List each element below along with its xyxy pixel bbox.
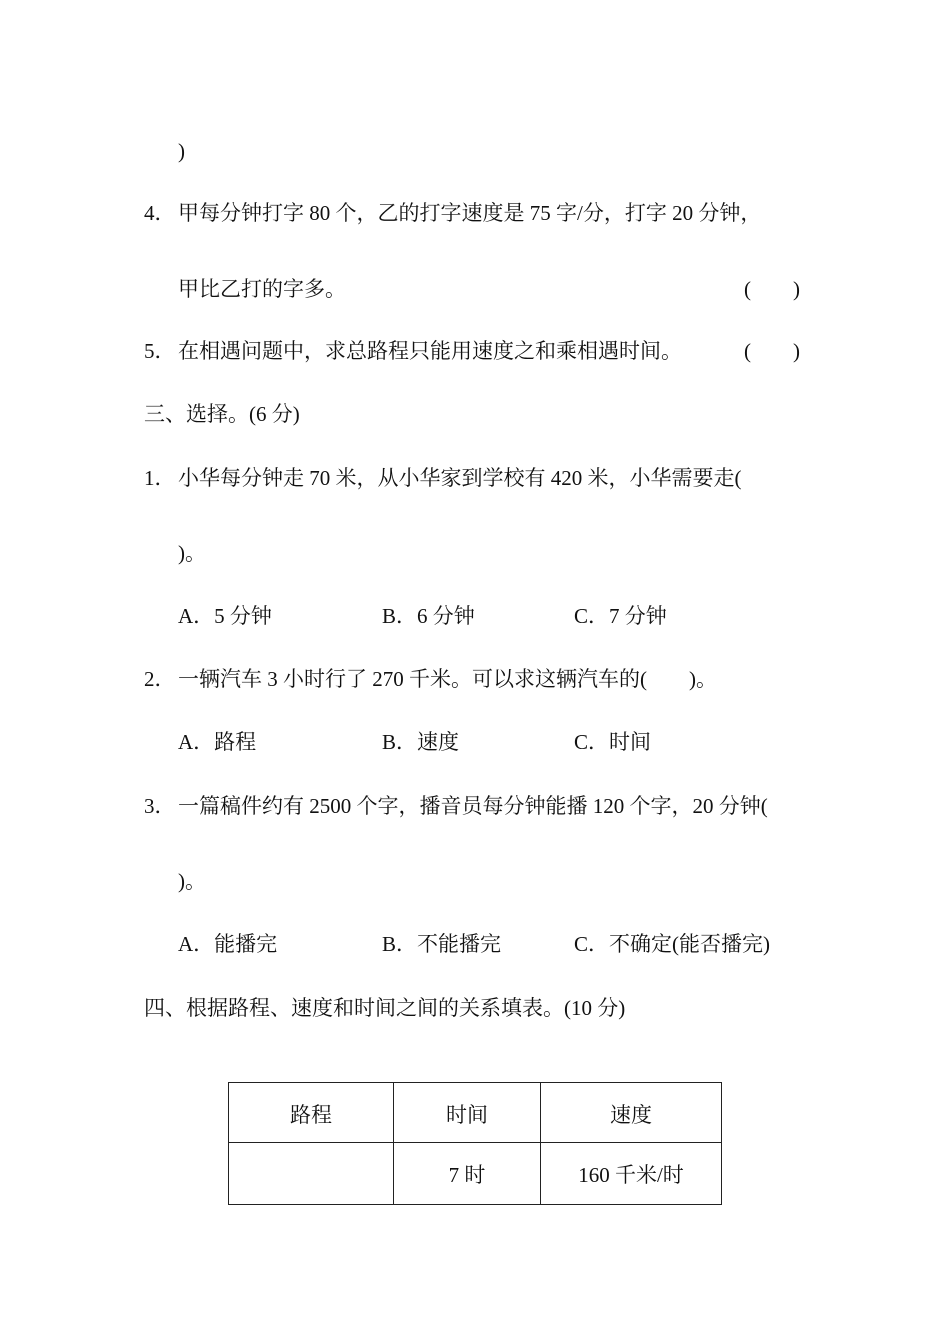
option-a[interactable]: A．能播完 [178, 932, 278, 956]
question-number: 2． [144, 667, 176, 691]
choice-question-3-line1 [144, 793, 768, 819]
table-header-row [229, 1083, 722, 1143]
choice-question-2 [144, 666, 717, 692]
question-number: 5． [144, 339, 176, 363]
judge-question-4-line1 [144, 200, 761, 226]
question-number: 4． [144, 201, 176, 225]
option-a[interactable]: A．5 分钟 [178, 604, 272, 628]
question-number: 1． [144, 466, 176, 490]
option-c[interactable]: C．时间 [574, 730, 652, 754]
option-c[interactable]: C．7 分钟 [574, 604, 667, 628]
question-text: 小华每分钟走 70 米，从小华家到学校有 420 米，小华需要走( [178, 466, 742, 490]
choice-question-3-line2: )。 [178, 869, 206, 893]
option-b[interactable]: B．6 分钟 [382, 604, 475, 628]
cell-speed: 160 千米/时 [541, 1143, 722, 1205]
header-time: 时间 [394, 1083, 541, 1143]
judge-question-4-line2: 甲比乙打的字多。 [178, 277, 346, 301]
answer-bracket[interactable]: ( ) [744, 277, 800, 301]
prev-question-tail: ) [178, 139, 185, 163]
question-text: 一辆汽车 3 小时行了 270 千米。可以求这辆汽车的( )。 [178, 667, 717, 691]
section-3-title: 三、选择。(6 分) [144, 402, 300, 426]
option-c[interactable]: C．不确定(能否播完) [574, 932, 770, 956]
question-text: 一篇稿件约有 2500 个字，播音员每分钟能播 120 个字，20 分钟( [178, 794, 768, 818]
answer-bracket[interactable]: ( ) [744, 339, 800, 363]
question-number: 3． [144, 794, 176, 818]
section-4-title: 四、根据路程、速度和时间之间的关系填表。(10 分) [144, 996, 626, 1020]
relation-table [228, 1082, 722, 1205]
question-text: 在相遇问题中，求总路程只能用速度之和乘相遇时间。 [178, 339, 682, 363]
option-b[interactable]: B．不能播完 [382, 932, 502, 956]
cell-time: 7 时 [394, 1143, 541, 1205]
option-a[interactable]: A．路程 [178, 730, 257, 754]
cell-distance-blank[interactable] [229, 1143, 394, 1205]
table-row [229, 1143, 722, 1205]
header-speed: 速度 [541, 1083, 722, 1143]
judge-question-5 [144, 338, 682, 364]
header-distance: 路程 [229, 1083, 394, 1143]
choice-question-1-line1 [144, 465, 742, 491]
choice-question-1-line2: )。 [178, 541, 206, 565]
option-b[interactable]: B．速度 [382, 730, 460, 754]
question-text: 甲每分钟打字 80 个，乙的打字速度是 75 字/分，打字 20 分钟， [178, 201, 762, 225]
